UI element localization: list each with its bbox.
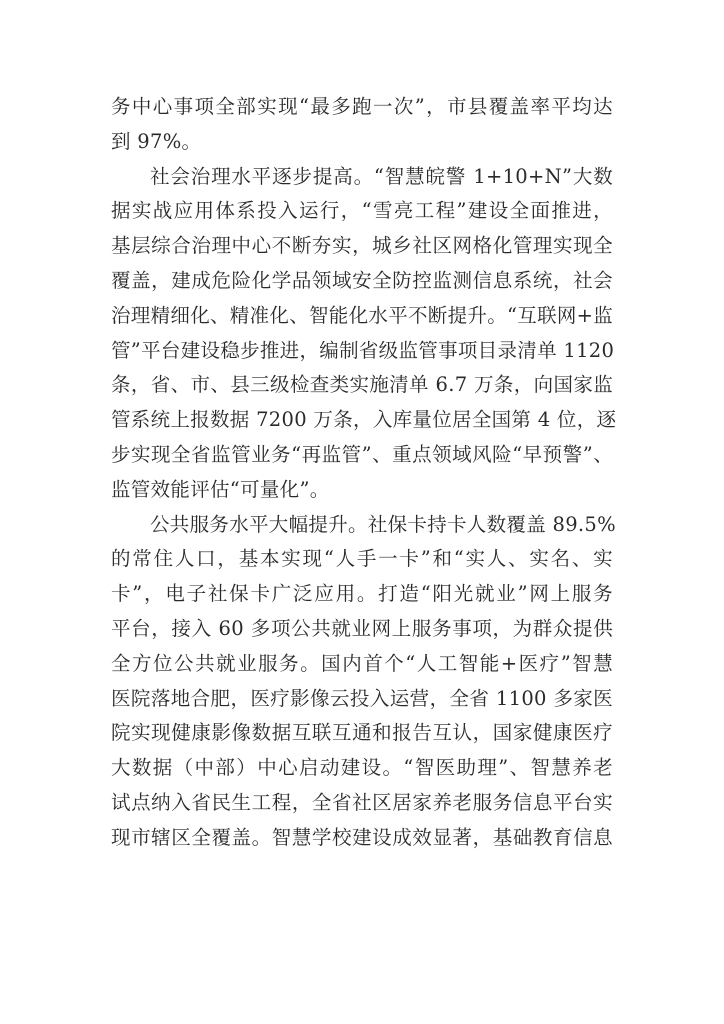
text-line: 现市辖区全覆盖。智慧学校建设成效显著，基础教育信息 <box>111 825 613 849</box>
paragraph-3 <box>111 508 616 856</box>
text-line: 试点纳入省民生工程，全省社区居家养老服务信息平台实 <box>111 790 613 814</box>
text-line: 社会治理水平逐步提高。“智慧皖警 1+10+N”大数 <box>150 164 613 188</box>
text-line: 管系统上报数据 7200 万条，入库量位居全国第 4 位，逐 <box>111 408 617 432</box>
text-line: 院实现健康影像数据互联互通和报告互认，国家健康医疗 <box>111 721 613 745</box>
text-line: 医院落地合肥，医疗影像云投入运营，全省 1100 多家医 <box>111 686 613 710</box>
text-line: 基层综合治理中心不断夯实，城乡社区网格化管理实现全 <box>111 234 613 258</box>
text-line: 治理精细化、精准化、智能化水平不断提升。“互联网+监 <box>111 303 614 327</box>
text-line: 到 97%。 <box>111 129 202 153</box>
text-line: 平台，接入 60 多项公共就业网上服务事项，为群众提供 <box>111 616 613 640</box>
text-line: 管”平台建设稳步推进，编制省级监管事项目录清单 1120 <box>111 338 615 362</box>
text-line: 条，省、市、县三级检查类实施清单 6.7 万条，向国家监 <box>111 373 613 397</box>
text-line: 全方位公共就业服务。国内首个“人工智能+医疗”智慧 <box>111 651 613 675</box>
paragraph-1 <box>111 90 613 160</box>
text-line: 公共服务水平大幅提升。社保卡持卡人数覆盖 89.5% <box>150 512 616 536</box>
text-line: 步实现全省监管业务“再监管”、重点领域风险“早预警”、 <box>111 442 613 466</box>
body-text <box>111 90 617 856</box>
text-line: 卡”，电子社保卡广泛应用。打造“阳光就业”网上服务 <box>111 582 613 606</box>
text-line: 覆盖，建成危险化学品领域安全防控监测信息系统，社会 <box>111 268 613 292</box>
text-line: 的常住人口，基本实现“人手一卡”和“实人、实名、实 <box>111 547 613 571</box>
text-line: 监管效能评估“可量化”。 <box>111 477 330 501</box>
text-line: 大数据（中部）中心启动建设。“智医助理”、智慧养老 <box>111 756 613 780</box>
paragraph-2 <box>111 160 617 508</box>
text-line: 务中心事项全部实现“最多跑一次”，市县覆盖率平均达 <box>111 95 613 118</box>
text-line: 据实战应用体系投入运行，“雪亮工程”建设全面推进， <box>111 199 613 223</box>
